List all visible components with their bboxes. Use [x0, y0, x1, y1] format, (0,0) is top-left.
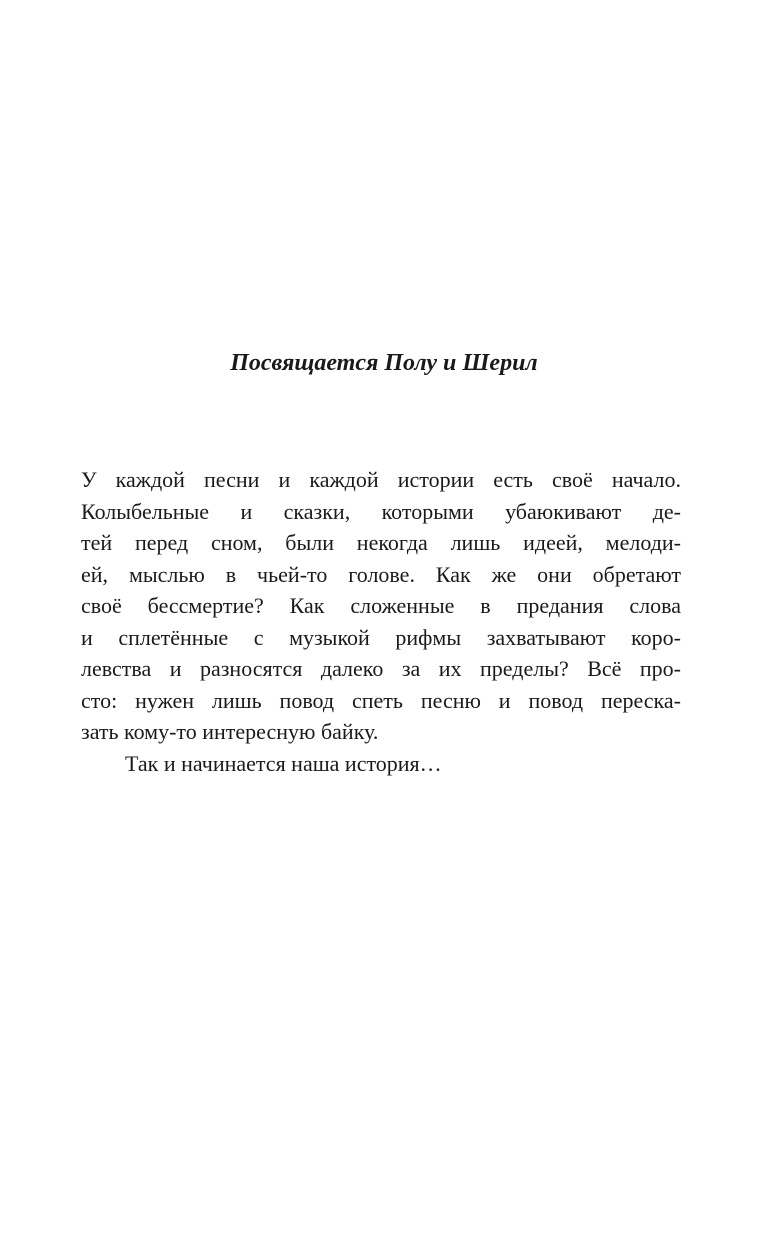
paragraph-1: [81, 464, 681, 748]
text-line: ей, мыслью в чьей-то голове. Как же они обретают: [81, 561, 681, 587]
paragraph-2: [81, 748, 681, 780]
text-line: У каждой песни и каждой истории есть своё начало.: [81, 467, 681, 492]
text-line: сто: нужен лишь повод спеть песню и повод переска-: [81, 687, 681, 713]
text-line: тей перед сном, были некогда лишь идеей, мелоди-: [81, 530, 681, 555]
text-line: левства и разносятся далеко за их пределы? Всё про-: [81, 656, 681, 681]
text-line: Колыбельные и сказки, которыми убаюкивают де-: [81, 498, 681, 524]
body-text: [81, 464, 681, 779]
dedication: Посвящается Полу и Шерил: [230, 350, 538, 376]
text-line: своё бессмертие? Как сложенные в предания слова: [81, 593, 681, 618]
text-line: Так и начинается наша история…: [125, 750, 442, 776]
text-line: и сплетённые с музыкой рифмы захватывают коро-: [81, 624, 681, 650]
text-line: зать кому-то интересную байку.: [81, 719, 379, 744]
